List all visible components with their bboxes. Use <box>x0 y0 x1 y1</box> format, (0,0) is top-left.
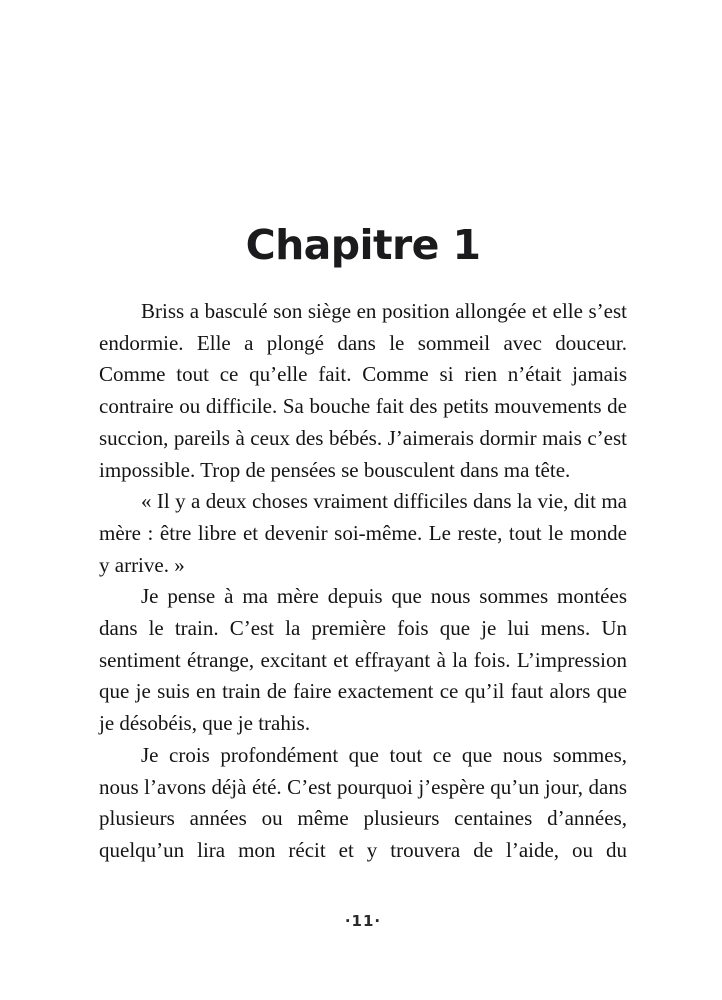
body-paragraph-quotation: « Il y a deux choses vraiment difficiles dans la vie, dit ma mère : être libre et devenir soi-même. Le reste, tout le monde y arrive. » <box>99 489 627 577</box>
page-number: ·11· <box>344 912 382 930</box>
body-paragraph: Je crois profondément que tout ce que nous sommes, nous l’avons déjà été. C’est pourquoi j’espère qu’un jour, dans plusieurs années ou même plusieurs centaines d’années, quelqu’un lira mon récit et y trouvera de l’aide, ou du <box>99 742 627 862</box>
body-paragraph: Je pense à ma mère depuis que nous sommes montées dans le train. C’est la première fois que je lui mens. Un sentiment étrange, excitant et effrayant à la fois. L’impression que je suis en train de faire exactement ce qu’il faut alors que je désobéis, que je trahis. <box>99 584 627 736</box>
body-paragraph: Briss a basculé son siège en position allongée et elle s’est endormie. Elle a plongé dans le sommeil avec douceur. Comme tout ce qu’elle fait. Comme si rien n’était jamais contraire ou difficile. Sa bouche fait des petits mouvements de succion, pareils à ceux des bébés. J’aimerais dormir mais c’est impossible. Trop de pensées se bousculent dans ma tête. <box>99 299 627 482</box>
body-text-block <box>99 296 627 898</box>
chapter-heading: Chapitre 1 <box>245 221 481 270</box>
